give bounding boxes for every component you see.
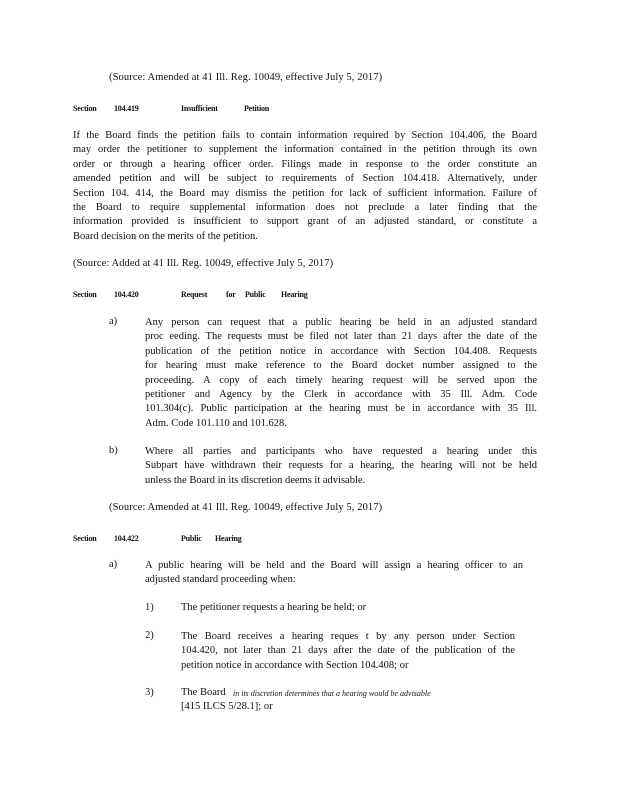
paragraph-line: petitioner and Agency by the Clerk in accordance with 35 Ill. Adm. Code <box>145 389 537 401</box>
list-label: 2) <box>145 630 154 641</box>
paragraph-line: proceeding. A copy of each timely hearing request will be served upon the <box>145 374 537 386</box>
list-label: b) <box>109 445 118 456</box>
section-label: Section <box>73 104 97 113</box>
source-note: (Source: Amended at 41 Ill. Reg. 10049, effective July 5, 2017) <box>109 502 383 513</box>
section-label: Section <box>73 290 97 299</box>
list-label: a) <box>109 316 118 327</box>
list-label: 1) <box>145 602 154 613</box>
statutory-quote: in its discretion determines that a hearing would be advisable <box>233 689 431 698</box>
paragraph-line: publication of the petition notice in accordance with Section 104.408. Requests <box>145 345 537 357</box>
section-title: Petition <box>244 104 270 113</box>
paragraph-line: The Board receives a hearing reques t by any person under Section <box>181 631 515 642</box>
list-item <box>181 630 515 673</box>
paragraph-line: Adm. Code 101.110 and 101.628. <box>145 417 287 429</box>
paragraph-line: If the Board finds the petition fails to contain information required by Section 104.406, the Board <box>73 130 537 141</box>
paragraph-line: order or through a hearing officer order. Filings made in response to the order constitute an <box>73 158 537 170</box>
paragraph-line: adjusted standard proceeding when: <box>145 574 296 586</box>
list-item <box>145 445 537 488</box>
citation: [415 ILCS 5/28.1]; or <box>181 701 273 712</box>
paragraph <box>73 129 537 244</box>
section-title: Request <box>181 290 208 299</box>
list-item <box>145 559 523 588</box>
list-item-text: The Board <box>181 687 226 698</box>
section-title: Public <box>245 290 266 299</box>
section-title: for <box>226 290 236 299</box>
source-note: (Source: Amended at 41 Ill. Reg. 10049, effective July 5, 2017) <box>109 72 383 83</box>
section-label: Section <box>73 534 97 543</box>
section-title: Hearing <box>281 290 308 299</box>
paragraph-line: 101.304(c). Public participation at the hearing must be in accordance with 35 Ill. <box>145 403 537 415</box>
list-item: The petitioner requests a hearing be held; or <box>181 602 367 613</box>
source-note: (Source: Added at 41 Ill. Reg. 10049, effective July 5, 2017) <box>73 258 334 269</box>
list-label: 3) <box>145 687 154 698</box>
paragraph-line: proc eeding. The requests must be filed not later than 21 days after the date of the <box>145 331 537 343</box>
section-number: 104.419 <box>114 104 139 113</box>
paragraph-line: Any person can request that a public hearing be held in an adjusted standard <box>145 317 537 328</box>
paragraph-line: amended petition and will be subject to requirements of Section 104.418. Alternatively, under <box>73 173 537 185</box>
section-title: Insufficient <box>181 104 218 113</box>
paragraph-line: information provided is insufficient to support grant of an adjusted standard, or constitute a <box>73 216 537 228</box>
paragraph-line: Board decision on the merits of the petition. <box>73 230 258 242</box>
paragraph-line: petition notice in accordance with Section 104.408; or <box>181 659 409 671</box>
paragraph-line: for hearing must make reference to the Board docket number assigned to the <box>145 360 537 372</box>
paragraph-line: A public hearing will be held and the Board will assign a hearing officer to an <box>145 560 523 571</box>
list-label: a) <box>109 559 118 570</box>
section-title: Hearing <box>215 534 242 543</box>
paragraph-line: may order the petitioner to supplement the information contained in the petition through its own <box>73 144 537 156</box>
section-number: 104.420 <box>114 290 139 299</box>
paragraph-line: Where all parties and participants who have requested a hearing under this <box>145 446 537 457</box>
paragraph-line: Subpart have withdrawn their requests for a hearing, the hearing will not be held <box>145 460 537 472</box>
paragraph-line: unless the Board in its discretion deems it advisable. <box>145 474 366 486</box>
section-title: Public <box>181 534 202 543</box>
list-item <box>145 316 537 431</box>
paragraph-line: Section 104. 414, the Board may dismiss the petition for lack of sufficient information. Failure of <box>73 187 537 199</box>
paragraph-line: the Board to require supplemental information does not preclude a later finding that the <box>73 202 537 214</box>
section-number: 104.422 <box>114 534 139 543</box>
paragraph-line: 104.420, not later than 21 days after the date of the publication of the <box>181 645 515 657</box>
